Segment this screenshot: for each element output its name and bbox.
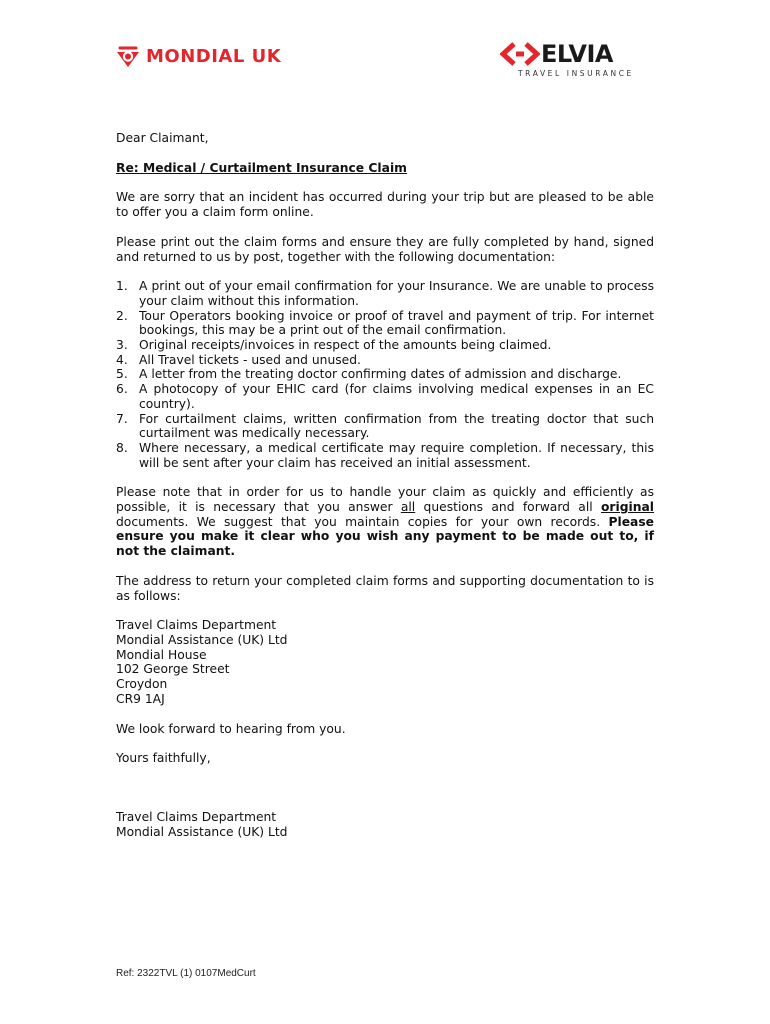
elvia-logo-text: ELVIA bbox=[541, 40, 613, 68]
signature-space bbox=[116, 766, 654, 810]
all-emphasis: all bbox=[400, 500, 416, 515]
address-line: Croydon bbox=[116, 677, 168, 692]
list-item: 7. For curtailment claims, written confirmation from the treating doctor that such curtailment was medically necessary. bbox=[116, 411, 654, 441]
mondial-uk-logo bbox=[116, 46, 281, 68]
sign-off: Yours faithfully, bbox=[116, 751, 211, 766]
original-emphasis: original bbox=[600, 500, 654, 515]
signature-line: Mondial Assistance (UK) Ltd bbox=[116, 824, 288, 839]
address-line: CR9 1AJ bbox=[116, 691, 165, 706]
list-item: 2. Tour Operators booking invoice or proof of travel and payment of trip. For internet bookings, this may be a print out of the email confirmation. bbox=[116, 308, 654, 338]
elvia-arrows-icon bbox=[500, 42, 540, 66]
documentation-list bbox=[116, 279, 654, 470]
list-item: 3. Original receipts/invoices in respect of the amounts being claimed. bbox=[116, 338, 552, 353]
return-address bbox=[116, 618, 654, 706]
instructions-paragraph: Please print out the claim forms and ensure they are fully completed by hand, signed and returned to us by post, together with the following documentation: bbox=[116, 234, 654, 264]
elvia-tagline: TRAVEL INSURANCE bbox=[518, 69, 634, 78]
address-intro: The address to return your completed claim forms and supporting documentation to is as follows: bbox=[116, 573, 654, 603]
closing-line: We look forward to hearing from you. bbox=[116, 721, 346, 736]
address-line: Mondial House bbox=[116, 647, 207, 662]
note-paragraph: Please note that in order for us to handle your claim as quickly and efficiently as possible, it is necessary that you answer all questions and forward all original documents. We suggest that you maintain copies for your own records. Please ensure you make it clear who you wish any payment to be made out to, if not the claimant. bbox=[116, 485, 654, 559]
mondial-logo-text: MONDIAL UK bbox=[146, 46, 282, 67]
mondial-emblem-icon bbox=[116, 46, 140, 68]
list-item: 6. A photocopy of your EHIC card (for claims involving medical expenses in an EC country). bbox=[116, 382, 654, 411]
address-line: 102 George Street bbox=[116, 662, 230, 677]
payment-notice: Please ensure you make it clear who you wish any payment to be made out to, if not the claimant. bbox=[116, 514, 654, 559]
reference-code: Ref: 2322TVL (1) 0107MedCurt bbox=[116, 968, 256, 979]
list-item: 1. A print out of your email confirmation for your Insurance. We are unable to process your claim without this information. bbox=[116, 279, 654, 308]
address-line: Travel Claims Department bbox=[116, 618, 277, 633]
signature-line: Travel Claims Department bbox=[116, 809, 277, 824]
salutation: Dear Claimant, bbox=[116, 131, 209, 145]
list-item: 5. A letter from the treating doctor confirming dates of admission and discharge. bbox=[116, 367, 622, 382]
list-item: 8. Where necessary, a medical certificate may require completion. If necessary, this will be sent after your claim has received an initial assessment. bbox=[116, 440, 654, 470]
letter-body bbox=[116, 131, 654, 839]
intro-paragraph: We are sorry that an incident has occurred during your trip but are pleased to be able to offer you a claim form online. bbox=[116, 190, 654, 220]
subject-line: Re: Medical / Curtailment Insurance Claim bbox=[116, 160, 407, 175]
address-line: Mondial Assistance (UK) Ltd bbox=[116, 632, 288, 647]
elvia-logo bbox=[500, 42, 650, 78]
signature-block bbox=[116, 810, 654, 839]
list-item: 4. All Travel tickets - used and unused. bbox=[116, 352, 361, 367]
